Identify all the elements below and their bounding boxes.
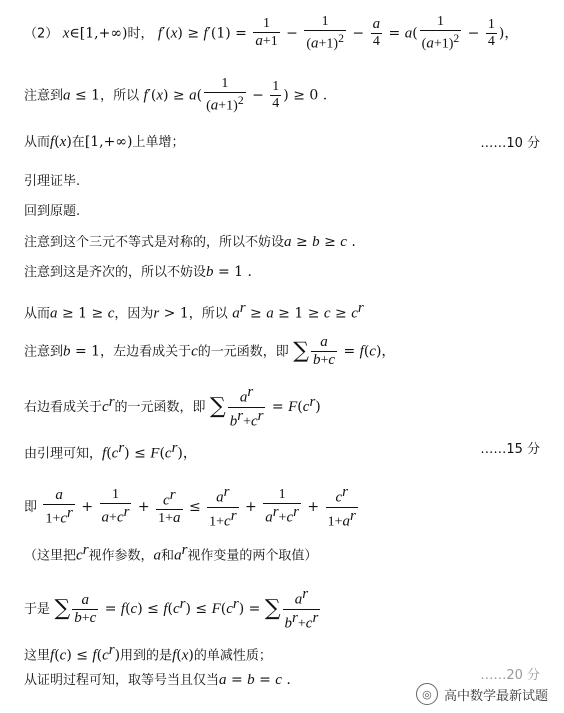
score-20: ……20 分 [480,668,540,683]
line-10: 右边看成关于$c^r$的一元函数，即 ∑ $\frac{a^r}{b^r+c^r}$ = $F(c^r)$ [24,384,321,430]
line-4: 引理证毕. [24,174,81,189]
line-8: 从而a ≥ 1 ≥ c，因为r > 1，所以 $a^r \ge a \ge 1 \ge c \ge c^r$ [24,300,364,322]
line-14: 于是 ∑ $\frac{a}{b+c}$ = $f(c) \le f(c^r) \le F(c^r)$ = ∑ $\frac{a^r}{b^r+c^r}$ [24,586,319,632]
line-12: 即 $\frac{a}{1+c^r}$ + $\frac{1}{a+c^r}$ + $\frac{c^r}{1+a}$ ≤ $\frac{a^r}{1+c^r}$ + $\frac{1}{a^r+c^r}$ + $\frac{c^r}{1+a^r}$ [24,484,356,530]
line-16: 从证明过程可知，取等号当且仅当a = b = c . [24,672,291,688]
line-7: 注意到这是齐次的，所以不妨设b = 1 . [24,264,252,280]
wechat-icon: ◎ [416,683,438,705]
score-10: ……10 分 [480,136,540,151]
score-15: ……15 分 [480,442,540,457]
line-9: 注意到b = 1，左边看成关于c的一元函数，即 ∑ $\frac{a}{b+c}$ = f(c)， [24,334,396,368]
line-13: （这里把$c^r$视作参数，a和$a^r$视作变量的两个取值） [24,542,318,564]
line-5: 回到原题. [24,204,81,219]
watermark-text: 高中数学最新试题 [443,688,548,704]
line-2: 注意到a ≤ 1，所以 f′(x) ≥ a( $\frac{1}{(a+1)^2}$ − $\frac{1}{4}$ ) ≥ 0 . [24,76,328,114]
line-1: （2） x∈[1,+∞)时， f′(x) ≥ f′(1) = $\frac{1}{a+1}$ − $\frac{1}{(a+1)^2}$ − $\frac{a}{4}$ = a( $\frac{1}{(a+1)^2}$ − $\frac{1}{4}$ )， [24,14,519,52]
watermark [416,683,548,705]
line-3: 从而f(x)在[1,+∞)上单增； [24,134,185,150]
line-15: 这里$f(c) \le f(c^r)$用到的是f(x)的单减性质； [24,642,272,664]
line-6: 注意到这个三元不等式是对称的，所以不妨设a ≥ b ≥ c . [24,234,356,250]
line-11: 由引理可知，$f(c^r) \le F(c^r)$， [24,440,197,462]
